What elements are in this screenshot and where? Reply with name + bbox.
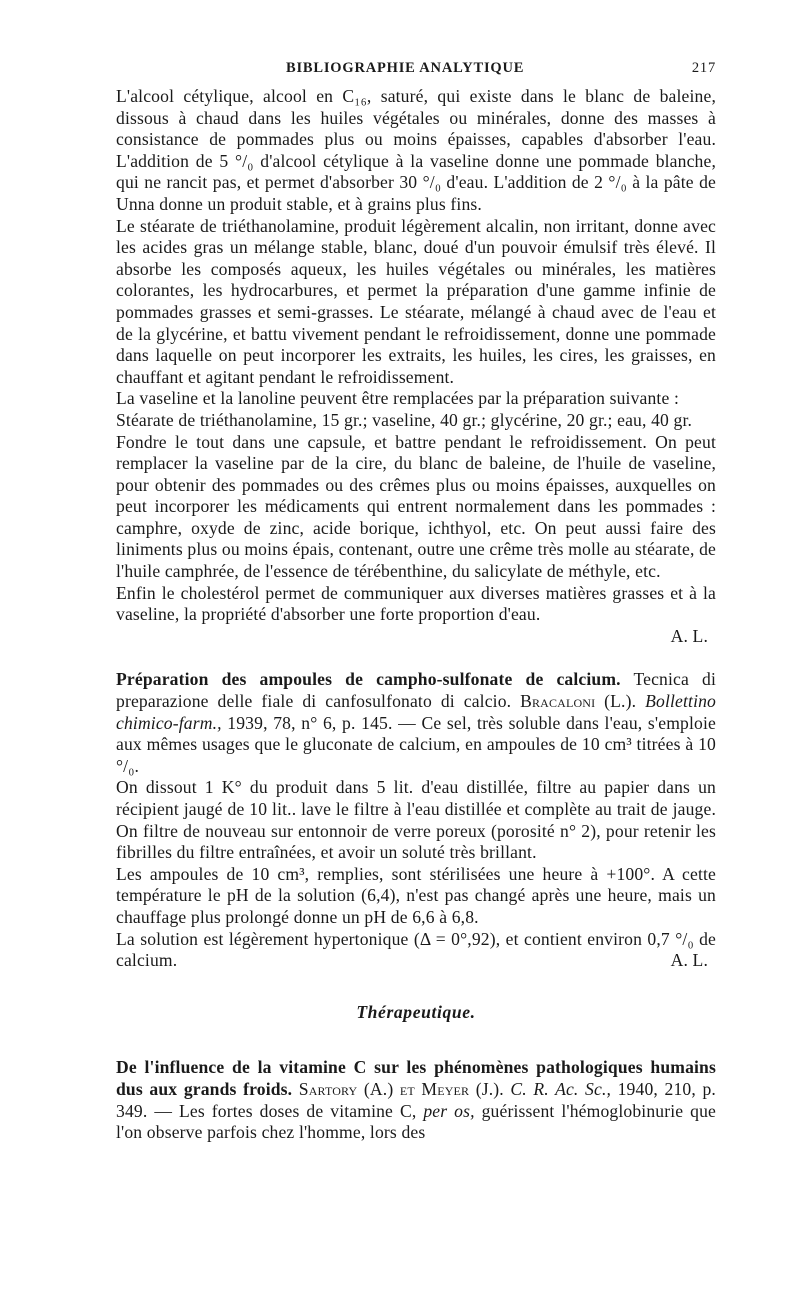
summary: — Les fortes doses de vitamine C, [154, 1100, 417, 1121]
spacer [116, 647, 716, 669]
article-title: De l'influence de la vitamine C sur les phénomènes pathologiques humains dus aux grands froids. [116, 1057, 716, 1099]
article-ampoules [116, 669, 716, 971]
article-vitamin-c [116, 1057, 716, 1143]
signature: A. L. [670, 950, 708, 971]
summary: — Ce sel, très soluble dans l'eau, s'emploie aux mêmes usages que le gluconate de calcium, en ampoules de 10 cm³ titrées à 10 °/₀. [116, 712, 716, 776]
paragraph-dissolution: On dissout 1 K° du produit dans 5 lit. d'eau distillée, filtre au papier dans un récipient jaugé de 10 lit.. lave le filtre à l'eau distillée et complète au trait de jauge. On filtre de nouveau sur entonnoir de verre poreux (porosité n° 2), pour retenir les fibrilles du filtre entraînées, et avoir un soluté très brillant. [116, 777, 716, 863]
last-paragraph-text: La solution est légèrement hypertonique (Δ = 0°,92), et contient environ 0,7 °/₀ de calcium. [116, 928, 716, 971]
paragraph-cholesterol: Enfin le cholestérol permet de communiquer aux diverses matières grasses et à la vaseline, la propriété d'absorber une forte proportion d'eau. [116, 582, 716, 625]
paragraph-triethanolamine-stearate: Le stéarate de triéthanolamine, produit légèrement alcalin, non irritant, donne avec les acides gras un mélange stable, blanc, doué d'un pouvoir émulsif très élevé. Il absorbe les composés aqueux, les huiles végétales ou minérales, les matières colorantes, les hydrocarbures, et permet la préparation d'une gamme infinie de pommades grasses et semi-grasses. Le stéarate, mélangé à chaud avec de l'eau et de la glycérine, et battu vivement pendant le refroidissement, donne une pommade dans laquelle on peut incorporer les extraits, les huiles, les cires, les graisses, en chauffant et agitant pendant le refroidissement. [116, 215, 716, 387]
latin-phrase: per os, [423, 1100, 475, 1121]
citation: 1940, 210, p. 349. [116, 1078, 716, 1121]
paragraph-cetyl-alcohol: L'alcool cétylique, alcool en C₁₆, saturé, qui existe dans le blanc de baleine, dissous à chaud dans les huiles végétales ou minérales, donne des masses à consistance de pommades plus ou moins épaisses, capables d'absorber l'eau. L'addition de 5 °/₀ d'alcool cétylique à la vaseline donne une pommade blanche, qui ne rancit pas, et permet d'absorber 30 °/₀ d'eau. L'addition de 2 °/₀ à la pâte de Unna donne un produit stable, et à grains plus fins. [116, 86, 716, 214]
article-reference [116, 669, 716, 777]
running-head [116, 58, 716, 86]
running-title: BIBLIOGRAPHIE ANALYTIQUE [286, 60, 525, 76]
paragraph-vaseline-replacement: La vaseline et la lanoline peuvent être remplacées par la préparation suivante : [116, 388, 680, 409]
article-title: Préparation des ampoules de campho-sulfonate de calcium. [116, 669, 621, 690]
article-reference [116, 1057, 716, 1143]
section-heading: Thérapeutique. [356, 1001, 476, 1022]
citation: 1939, 78, n° 6, p. 145. [227, 712, 393, 733]
paragraph-sterilisation: Les ampoules de 10 cm³, remplies, sont stérilisées une heure à +100°. A cette température le pH de la solution (6,4), n'est pas changé après une heure, mais un chauffage plus prolongé donne un pH de 6,6 à 6,8. [116, 863, 716, 927]
section-ointments [116, 86, 716, 647]
paragraph-method: Fondre le tout dans une capsule, et battre pendant le refroidissement. On peut remplacer la vaseline par de la cire, du blanc de baleine, de l'huile de vaseline, pour obtenir des pommades ou des crêmes plus ou moins épaisses, auxquelles on peut incorporer les médicaments qui entrent normalement dans les pommades : camphre, oxyde de zinc, acide borique, ichthyol, etc. On peut aussi faire des liniments plus ou moins épais, contenant, outre une crême très molle au stéarate, de l'huile camphrée, de l'essence de térébenthine, du salicylate de méthyle, etc. [116, 431, 716, 582]
reference-text: Tecnica di preparazione delle fiale di canfosulfonato di calcio. [116, 669, 716, 712]
journal: Bollettino chimico-farm., [116, 691, 716, 733]
signature: A. L. [670, 625, 708, 646]
paragraph-hypertonic [116, 929, 716, 972]
authors: Sartory (A.) et Meyer (J.). [298, 1078, 504, 1099]
author: Bracaloni (L.). [520, 691, 637, 712]
journal: C. R. Ac. Sc., [510, 1078, 612, 1099]
summary-end: guérissent l'hémoglobinurie que l'on observe parfois chez l'homme, lors des [116, 1100, 716, 1143]
paragraph-formula: Stéarate de triéthanolamine, 15 gr.; vaseline, 40 gr.; glycérine, 20 gr.; eau, 40 gr. [116, 409, 693, 430]
page-number: 217 [691, 60, 716, 76]
